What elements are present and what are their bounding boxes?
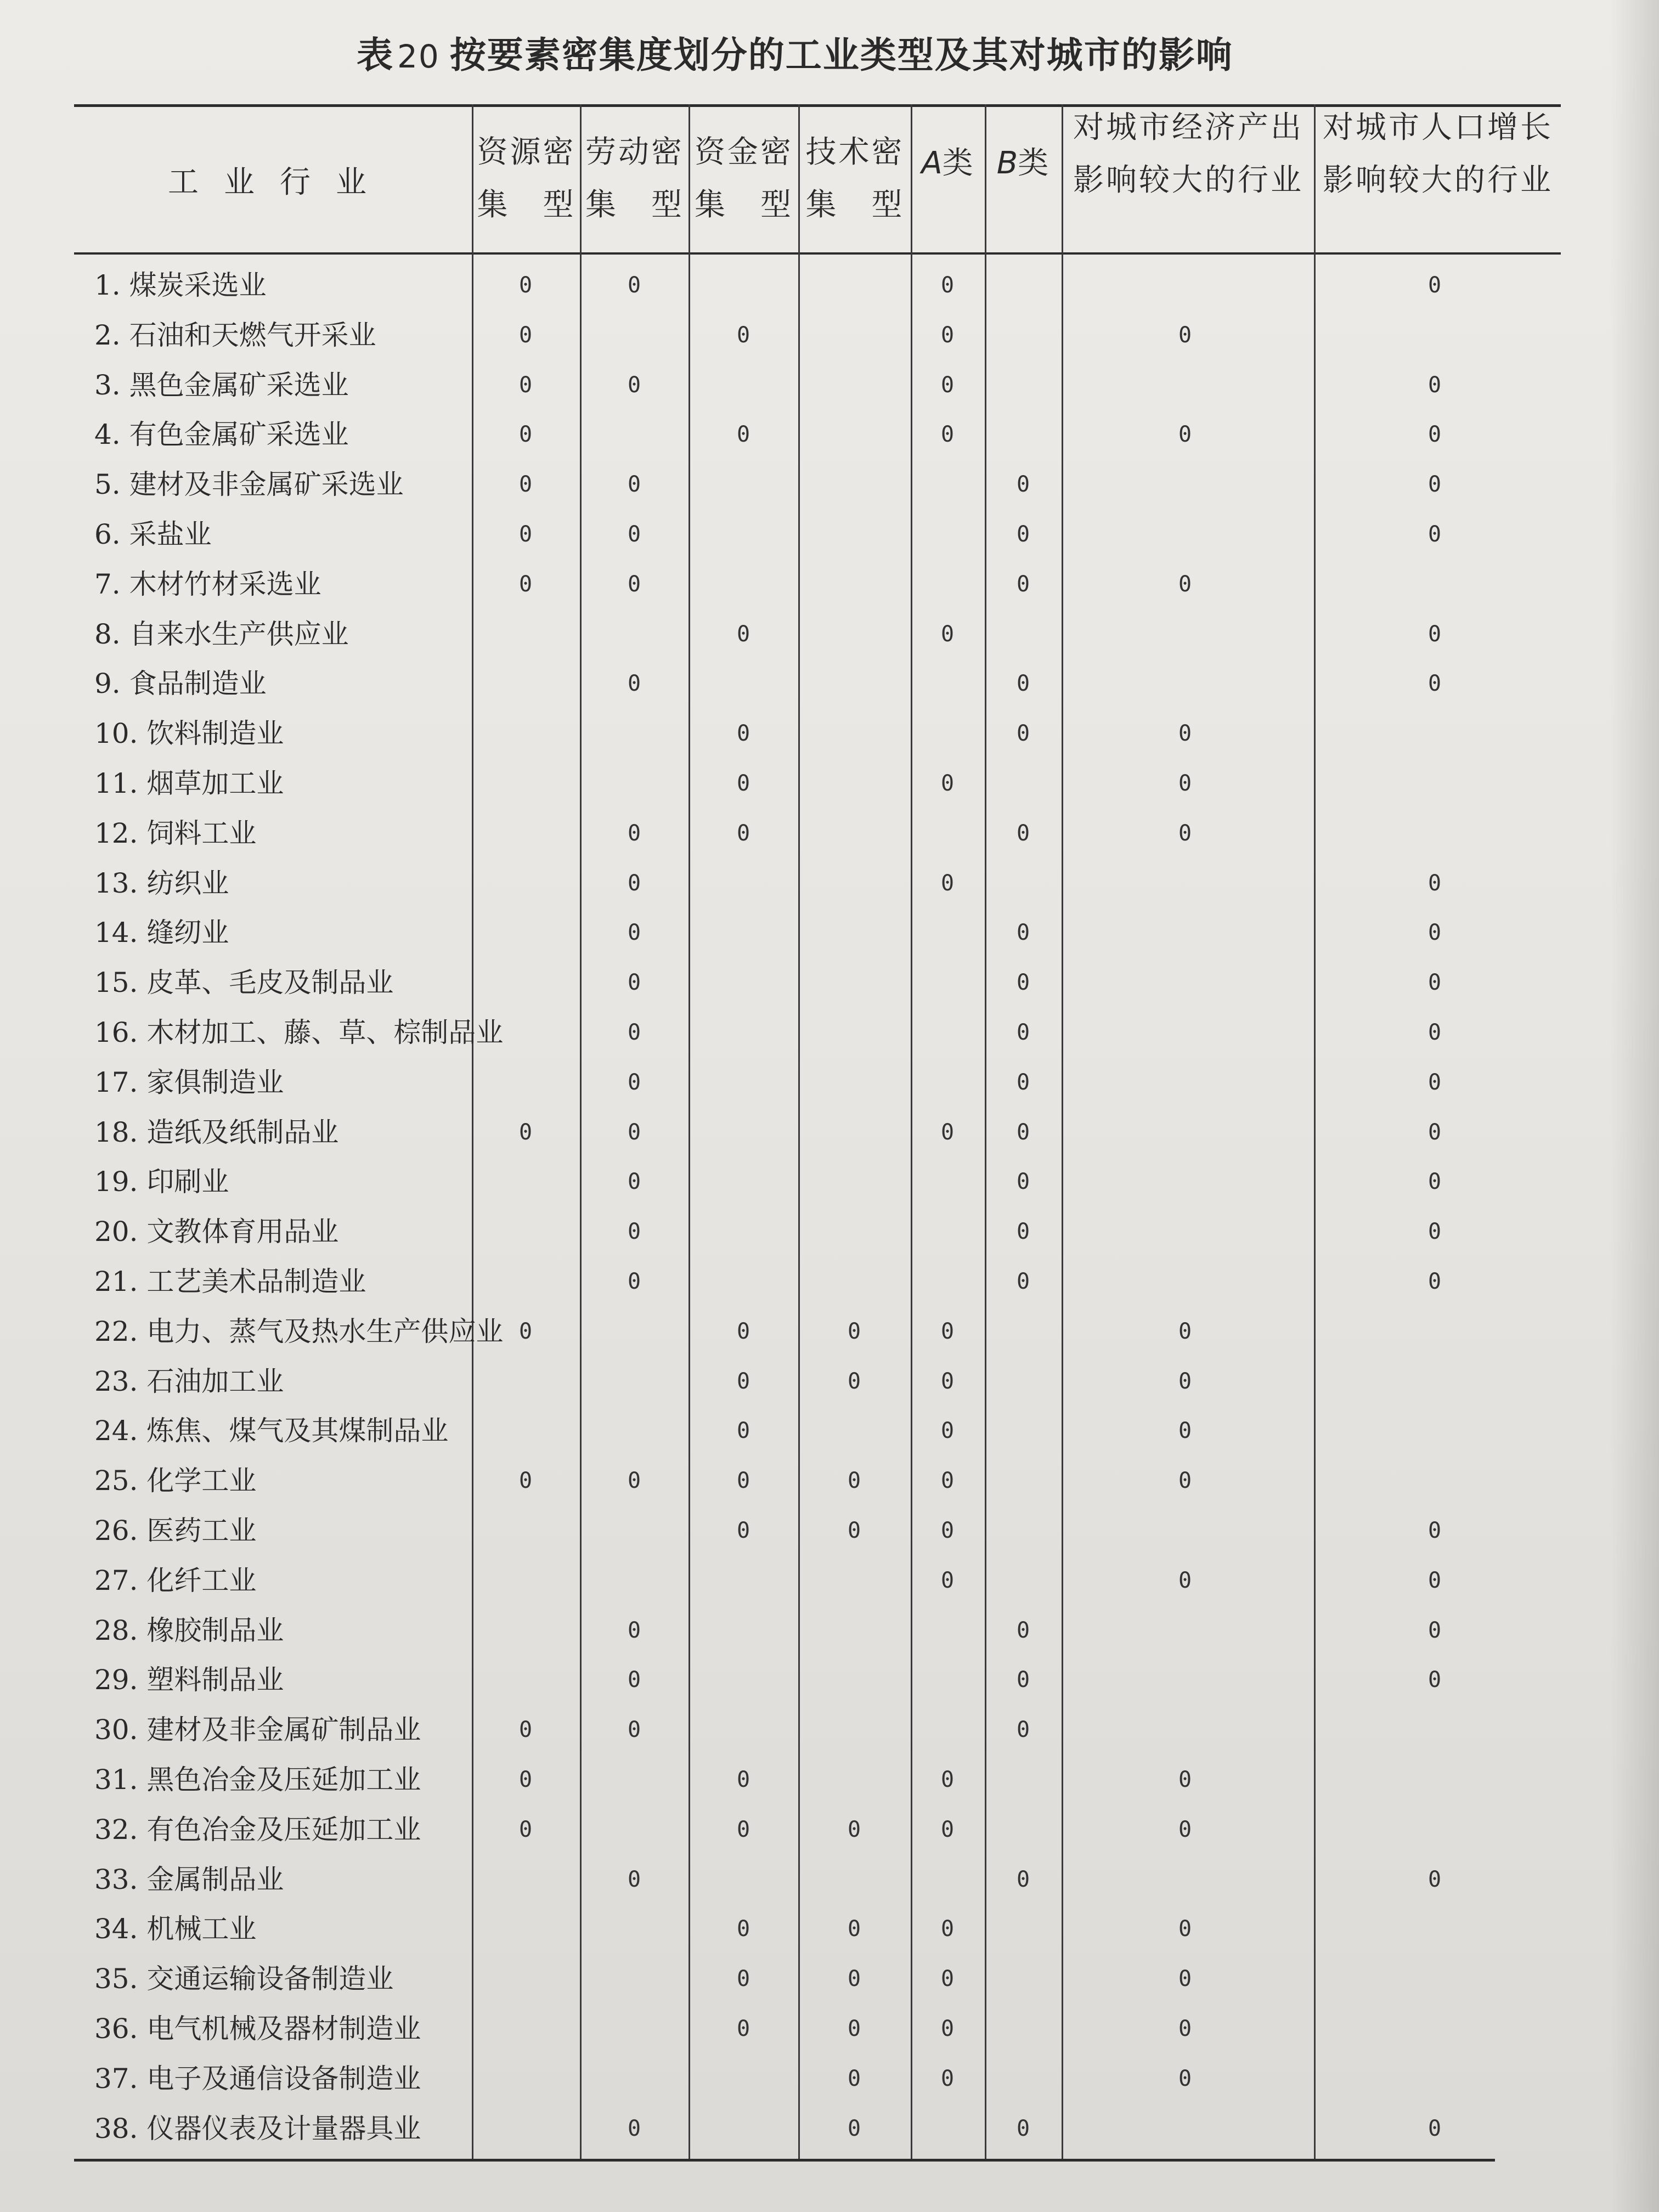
mark-capital: 0: [736, 771, 751, 796]
header-capital: [690, 126, 798, 232]
mark-econ: 0: [1178, 2066, 1192, 2091]
mark-pop: 0: [1427, 422, 1442, 448]
header-a-letter: A: [921, 145, 943, 181]
mark-capital: 0: [736, 1318, 751, 1344]
industry-label: 36. 电气机械及器材制造业: [94, 2013, 421, 2045]
industry-label: 19. 印刷业: [94, 1166, 229, 1198]
mark-b: 0: [1016, 1617, 1030, 1643]
mark-b: 0: [1016, 1169, 1030, 1195]
mark-b: 0: [1016, 671, 1030, 697]
header-pop: [1315, 101, 1561, 207]
column-divider: [985, 104, 986, 2159]
industry-label: 13. 纺织业: [94, 867, 229, 899]
mark-labor: 0: [627, 1866, 641, 1892]
title-prefix: 表: [357, 33, 394, 76]
mark-labor: 0: [627, 1069, 641, 1095]
mark-resource: 0: [518, 422, 533, 448]
mark-a: 0: [940, 771, 955, 796]
column-divider: [580, 104, 582, 2159]
mark-b: 0: [1016, 1667, 1030, 1693]
mark-pop: 0: [1427, 273, 1442, 298]
mark-pop: 0: [1427, 970, 1442, 996]
header-capital-line2: 集 型: [695, 187, 793, 223]
industry-label: 27. 化纤工业: [94, 1564, 257, 1596]
title-number: 20: [397, 38, 440, 75]
industry-label: 10. 饮料制造业: [94, 718, 284, 750]
mark-capital: 0: [736, 1518, 751, 1543]
industry-label: 35. 交通运输设备制造业: [94, 1963, 394, 1995]
mark-resource: 0: [518, 1119, 533, 1145]
column-divider: [798, 104, 800, 2159]
header-resource-line2: 集 型: [477, 187, 576, 223]
mark-a: 0: [940, 1767, 955, 1792]
mark-labor: 0: [627, 870, 641, 896]
industry-label: 17. 家俱制造业: [94, 1066, 284, 1098]
mark-a: 0: [940, 1368, 955, 1394]
header-b-class: [986, 137, 1062, 190]
mark-b: 0: [1016, 571, 1030, 597]
mark-resource: 0: [518, 1318, 533, 1344]
mark-tech: 0: [847, 1816, 861, 1842]
mark-tech: 0: [847, 1468, 861, 1494]
mark-capital: 0: [736, 820, 751, 846]
industry-label: 7. 木材竹材采选业: [94, 568, 321, 600]
industry-label: 28. 橡胶制品业: [94, 1614, 284, 1646]
mark-labor: 0: [627, 1717, 641, 1743]
industry-label: 8. 自来水生产供应业: [94, 618, 349, 650]
industry-label: 31. 黑色冶金及压延加工业: [94, 1764, 421, 1796]
column-divider: [1314, 104, 1316, 2159]
mark-pop: 0: [1427, 1069, 1442, 1095]
mark-a: 0: [940, 1518, 955, 1543]
mark-pop: 0: [1427, 372, 1442, 398]
mark-pop: 0: [1427, 1119, 1442, 1145]
header-labor-line2: 集 型: [585, 187, 684, 223]
table-bottom-rule: [74, 2159, 1495, 2162]
header-capital-line1: 资金密: [695, 134, 793, 170]
mark-resource: 0: [518, 522, 533, 547]
mark-labor: 0: [627, 820, 641, 846]
mark-econ: 0: [1178, 322, 1192, 348]
mark-b: 0: [1016, 2115, 1030, 2141]
mark-resource: 0: [518, 322, 533, 348]
industry-label: 24. 炼焦、煤气及其煤制品业: [94, 1415, 449, 1447]
mark-capital: 0: [736, 1916, 751, 1942]
mark-b: 0: [1016, 1069, 1030, 1095]
mark-resource: 0: [518, 372, 533, 398]
industry-label: 3. 黑色金属矿采选业: [94, 369, 349, 401]
industry-label: 18. 造纸及纸制品业: [94, 1116, 339, 1148]
mark-labor: 0: [627, 1468, 641, 1494]
mark-tech: 0: [847, 2016, 861, 2041]
industry-label: 25. 化学工业: [94, 1465, 257, 1497]
mark-labor: 0: [627, 2115, 641, 2141]
mark-b: 0: [1016, 1219, 1030, 1245]
mark-pop: 0: [1427, 522, 1442, 547]
mark-a: 0: [940, 621, 955, 647]
mark-econ: 0: [1178, 1318, 1192, 1344]
mark-resource: 0: [518, 472, 533, 498]
mark-capital: 0: [736, 1368, 751, 1394]
mark-capital: 0: [736, 721, 751, 747]
mark-tech: 0: [847, 1318, 861, 1344]
mark-capital: 0: [736, 621, 751, 647]
mark-a: 0: [940, 1468, 955, 1494]
mark-pop: 0: [1427, 621, 1442, 647]
column-divider: [472, 104, 473, 2159]
industry-label: 30. 建材及非金属矿制品业: [94, 1714, 421, 1746]
column-divider: [689, 104, 690, 2159]
header-b-suffix: 类: [1018, 145, 1051, 181]
mark-b: 0: [1016, 1269, 1030, 1294]
mark-pop: 0: [1427, 1219, 1442, 1245]
industry-label: 5. 建材及非金属矿采选业: [94, 469, 404, 501]
mark-capital: 0: [736, 1418, 751, 1444]
mark-econ: 0: [1178, 820, 1192, 846]
header-b-letter: B: [996, 145, 1018, 181]
mark-econ: 0: [1178, 771, 1192, 796]
column-divider: [911, 104, 912, 2159]
mark-pop: 0: [1427, 1169, 1442, 1195]
mark-resource: 0: [518, 1717, 533, 1743]
mark-a: 0: [940, 1418, 955, 1444]
mark-econ: 0: [1178, 1816, 1192, 1842]
mark-pop: 0: [1427, 920, 1442, 946]
mark-capital: 0: [736, 2016, 751, 2041]
mark-capital: 0: [736, 1816, 751, 1842]
industry-label: 29. 塑料制品业: [94, 1664, 284, 1696]
mark-pop: 0: [1427, 1269, 1442, 1294]
mark-pop: 0: [1427, 1518, 1442, 1543]
mark-tech: 0: [847, 1518, 861, 1543]
mark-b: 0: [1016, 1020, 1030, 1045]
industry-label: 38. 仪器仪表及计量器具业: [94, 2112, 421, 2145]
industry-label: 11. 烟草加工业: [94, 768, 284, 799]
mark-b: 0: [1016, 820, 1030, 846]
mark-labor: 0: [627, 522, 641, 547]
mark-resource: 0: [518, 571, 533, 597]
mark-labor: 0: [627, 671, 641, 697]
mark-pop: 0: [1427, 870, 1442, 896]
mark-b: 0: [1016, 970, 1030, 996]
mark-labor: 0: [627, 1169, 641, 1195]
mark-labor: 0: [627, 571, 641, 597]
mark-b: 0: [1016, 1866, 1030, 1892]
industry-label: 6. 采盐业: [94, 518, 212, 550]
mark-pop: 0: [1427, 1617, 1442, 1643]
header-resource-line1: 资源密: [477, 134, 576, 170]
industry-label: 2. 石油和天燃气开采业: [94, 319, 376, 351]
mark-labor: 0: [627, 1119, 641, 1145]
mark-econ: 0: [1178, 1368, 1192, 1394]
mark-b: 0: [1016, 1119, 1030, 1145]
mark-pop: 0: [1427, 2115, 1442, 2141]
industry-label: 21. 工艺美术品制造业: [94, 1266, 366, 1297]
mark-a: 0: [940, 322, 955, 348]
column-divider: [1062, 104, 1063, 2159]
header-a-suffix: 类: [942, 145, 975, 181]
mark-b: 0: [1016, 472, 1030, 498]
mark-labor: 0: [627, 1219, 641, 1245]
industry-label: 37. 电子及通信设备制造业: [94, 2062, 421, 2095]
mark-tech: 0: [847, 1368, 861, 1394]
mark-pop: 0: [1427, 1866, 1442, 1892]
mark-econ: 0: [1178, 1966, 1192, 1992]
mark-capital: 0: [736, 1468, 751, 1494]
industry-label: 9. 食品制造业: [94, 668, 267, 700]
industry-label: 26. 医药工业: [94, 1515, 257, 1547]
title-text: 按要素密集度划分的工业类型及其对城市的影响: [449, 33, 1233, 76]
mark-tech: 0: [847, 1966, 861, 1992]
mark-econ: 0: [1178, 2016, 1192, 2041]
mark-pop: 0: [1427, 1667, 1442, 1693]
mark-resource: 0: [518, 273, 533, 298]
mark-a: 0: [940, 273, 955, 298]
mark-econ: 0: [1178, 1916, 1192, 1942]
industry-label: 32. 有色冶金及压延加工业: [94, 1813, 421, 1846]
mark-pop: 0: [1427, 1567, 1442, 1593]
mark-capital: 0: [736, 322, 751, 348]
mark-a: 0: [940, 1318, 955, 1344]
header-pop-line2: 影响较大的行业: [1323, 162, 1553, 198]
mark-labor: 0: [627, 970, 641, 996]
industry-label: 4. 有色金属矿采选业: [94, 419, 349, 451]
mark-tech: 0: [847, 2115, 861, 2141]
mark-labor: 0: [627, 273, 641, 298]
mark-labor: 0: [627, 472, 641, 498]
mark-a: 0: [940, 372, 955, 398]
mark-econ: 0: [1178, 571, 1192, 597]
mark-a: 0: [940, 1916, 955, 1942]
industry-label: 1. 煤炭采选业: [94, 269, 267, 301]
mark-labor: 0: [627, 372, 641, 398]
mark-pop: 0: [1427, 472, 1442, 498]
industry-label: 16. 木材加工、藤、草、棕制品业: [94, 1017, 504, 1048]
header-labor-line1: 劳动密: [585, 134, 684, 170]
mark-a: 0: [940, 2016, 955, 2041]
mark-resource: 0: [518, 1767, 533, 1792]
mark-econ: 0: [1178, 422, 1192, 448]
industry-label: 22. 电力、蒸气及热水生产供应业: [94, 1315, 504, 1347]
table-title: [357, 22, 1399, 88]
header-a-class: [912, 137, 985, 190]
header-econ-line2: 影响较大的行业: [1073, 162, 1304, 198]
mark-econ: 0: [1178, 721, 1192, 747]
mark-econ: 0: [1178, 1418, 1192, 1444]
mark-b: 0: [1016, 522, 1030, 547]
mark-labor: 0: [627, 920, 641, 946]
mark-labor: 0: [627, 1020, 641, 1045]
header-econ: [1063, 101, 1314, 207]
mark-resource: 0: [518, 1816, 533, 1842]
mark-a: 0: [940, 1816, 955, 1842]
mark-econ: 0: [1178, 1567, 1192, 1593]
mark-labor: 0: [627, 1667, 641, 1693]
header-pop-line1: 对城市人口增长: [1323, 110, 1553, 145]
mark-a: 0: [940, 2066, 955, 2091]
mark-capital: 0: [736, 1767, 751, 1792]
mark-labor: 0: [627, 1617, 641, 1643]
header-industry: 工业行业: [168, 165, 392, 200]
industry-label: 34. 机械工业: [94, 1913, 257, 1945]
industry-label: 12. 饲料工业: [94, 817, 257, 849]
mark-pop: 0: [1427, 671, 1442, 697]
mark-capital: 0: [736, 422, 751, 448]
header-resource: [473, 126, 580, 232]
mark-labor: 0: [627, 1269, 641, 1294]
mark-pop: 0: [1427, 1020, 1442, 1045]
mark-a: 0: [940, 422, 955, 448]
header-econ-line1: 对城市经济产出: [1073, 110, 1304, 145]
industry-label: 23. 石油加工业: [94, 1365, 284, 1397]
mark-econ: 0: [1178, 1468, 1192, 1494]
mark-b: 0: [1016, 1717, 1030, 1743]
header-labor: [581, 126, 689, 232]
mark-b: 0: [1016, 721, 1030, 747]
mark-capital: 0: [736, 1966, 751, 1992]
header-tech: [799, 126, 911, 232]
mark-a: 0: [940, 1966, 955, 1992]
header-tech-line2: 集 型: [805, 187, 905, 223]
mark-tech: 0: [847, 2066, 861, 2091]
table-header-rule: [74, 252, 1561, 255]
mark-a: 0: [940, 1119, 955, 1145]
mark-tech: 0: [847, 1916, 861, 1942]
industry-label: 15. 皮革、毛皮及制品业: [94, 967, 394, 999]
page-edge-shadow: [1610, 0, 1659, 2212]
header-tech-line1: 技术密: [805, 134, 905, 170]
mark-b: 0: [1016, 920, 1030, 946]
industry-label: 14. 缝纫业: [94, 917, 229, 949]
mark-a: 0: [940, 1567, 955, 1593]
industry-label: 20. 文教体育用品业: [94, 1216, 339, 1248]
mark-resource: 0: [518, 1468, 533, 1494]
mark-a: 0: [940, 870, 955, 896]
mark-econ: 0: [1178, 1767, 1192, 1792]
industry-label: 33. 金属制品业: [94, 1863, 284, 1895]
